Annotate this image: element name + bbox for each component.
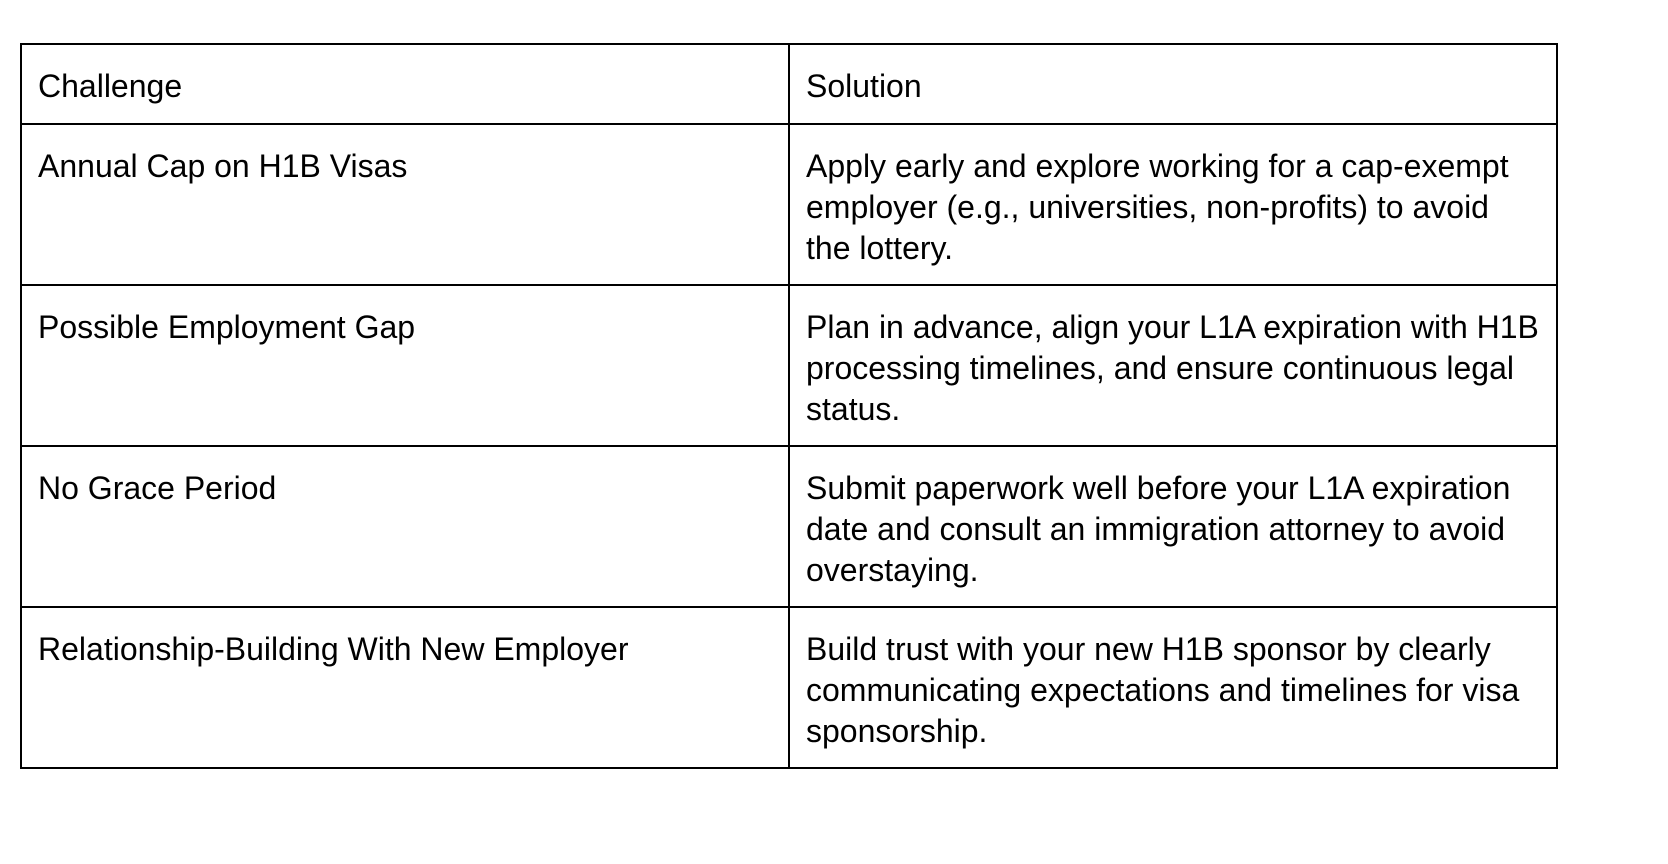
table-header-row xyxy=(21,44,1557,124)
header-challenge: Challenge xyxy=(21,44,789,124)
challenge-cell: No Grace Period xyxy=(21,446,789,607)
challenge-solution-table xyxy=(20,43,1558,769)
solution-cell: Apply early and explore working for a cap-exempt employer (e.g., universities, non-profits) to avoid the lottery. xyxy=(789,124,1557,285)
table-row xyxy=(21,124,1557,285)
solution-cell: Submit paperwork well before your L1A expiration date and consult an immigration attorney to avoid overstaying. xyxy=(789,446,1557,607)
header-solution: Solution xyxy=(789,44,1557,124)
challenge-cell: Relationship-Building With New Employer xyxy=(21,607,789,768)
solution-cell: Plan in advance, align your L1A expiration with H1B processing timelines, and ensure continuous legal status. xyxy=(789,285,1557,446)
table-row xyxy=(21,607,1557,768)
challenge-cell: Annual Cap on H1B Visas xyxy=(21,124,789,285)
solution-cell: Build trust with your new H1B sponsor by clearly communicating expectations and timelines for visa sponsorship. xyxy=(789,607,1557,768)
challenge-cell: Possible Employment Gap xyxy=(21,285,789,446)
table-row xyxy=(21,446,1557,607)
table-row xyxy=(21,285,1557,446)
